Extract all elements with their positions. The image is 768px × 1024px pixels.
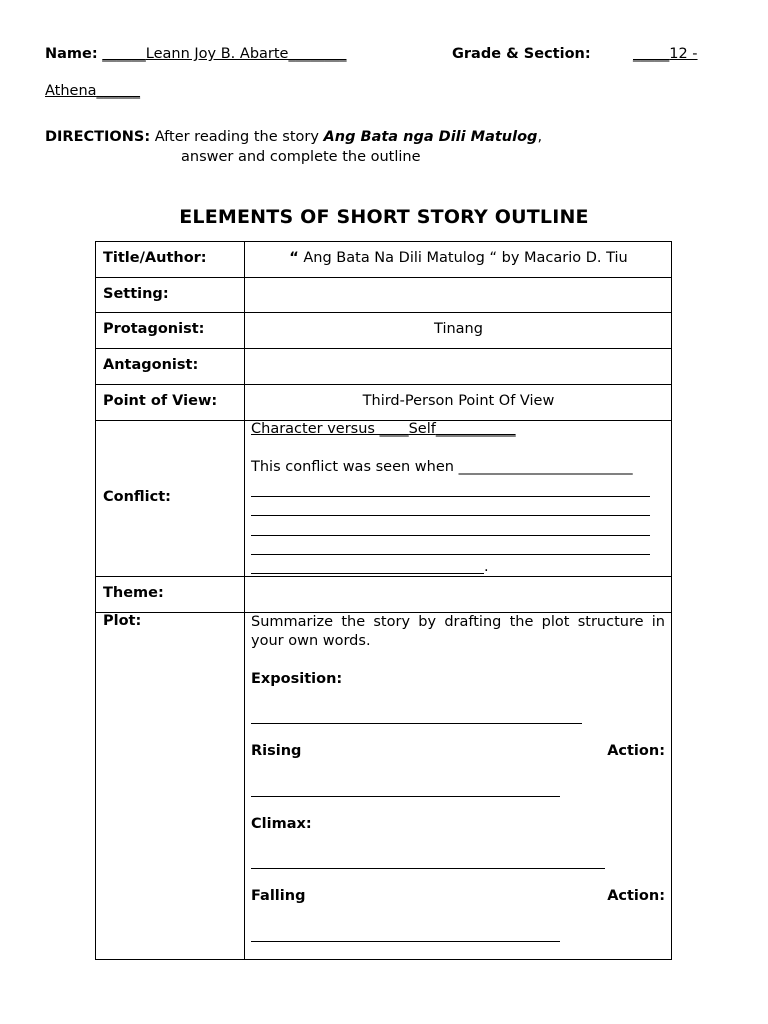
exposition-line [251,723,582,724]
point-of-view-value: Third-Person Point Of View [362,393,555,409]
name-field: ______Leann Joy B. Abarte________ [102,46,347,62]
title-author-label: Title/Author: [103,250,207,266]
answer-line [251,573,484,574]
name-value: Leann Joy B. Abarte [145,46,289,62]
directions-text: After reading the story [154,129,324,145]
climax-label: Climax: [251,816,312,832]
rising-action-line [251,796,560,797]
protagonist-value: Tinang [434,321,483,337]
answer-line [251,496,650,497]
conflict-type-line: Character versus ____Self___________ [251,421,516,437]
point-of-view-label: Point of View: [103,393,218,409]
story-title: Ang Bata nga Dili Matulog [323,129,538,145]
answer-line [251,515,650,516]
name-line [45,46,346,62]
rising-action-label: Rising Action: [251,743,665,759]
directions-line2: answer and complete the outline [181,149,421,165]
grade-field: _____12 - [633,46,698,62]
conflict-period: . [484,559,489,575]
grade-label: Grade & Section: [452,46,591,62]
page-title: ELEMENTS OF SHORT STORY OUTLINE [179,206,589,228]
title-author-value: “ Ang Bata Na Dili Matulog “ by Macario D. Tiu [289,250,628,266]
answer-line [251,554,650,555]
conflict-type-value: Self [408,421,436,437]
protagonist-label: Protagonist: [103,321,205,337]
climax-line [251,868,605,869]
falling-action-label: Falling Action: [251,888,665,904]
plot-instructions: Summarize the story by drafting the plot structure in your own words. [251,614,665,649]
grade-field-cont: Athena______ [45,83,141,99]
antagonist-label: Antagonist: [103,357,199,373]
directions-label: DIRECTIONS: [45,129,151,145]
conflict-label: Conflict: [103,489,171,505]
grade-value: 12 - [669,46,698,62]
plot-label: Plot: [103,613,142,629]
grade-value-cont: Athena [45,83,97,99]
conflict-seen-line: This conflict was seen when ________________________ [251,459,633,475]
setting-label: Setting: [103,286,169,302]
answer-line [251,535,650,536]
theme-label: Theme: [103,585,164,601]
directions: DIRECTIONS: After reading the story Ang Bata nga Dili Matulog, [45,129,543,145]
name-label: Name: [45,46,98,62]
falling-action-line [251,941,560,942]
exposition-label: Exposition: [251,671,343,687]
